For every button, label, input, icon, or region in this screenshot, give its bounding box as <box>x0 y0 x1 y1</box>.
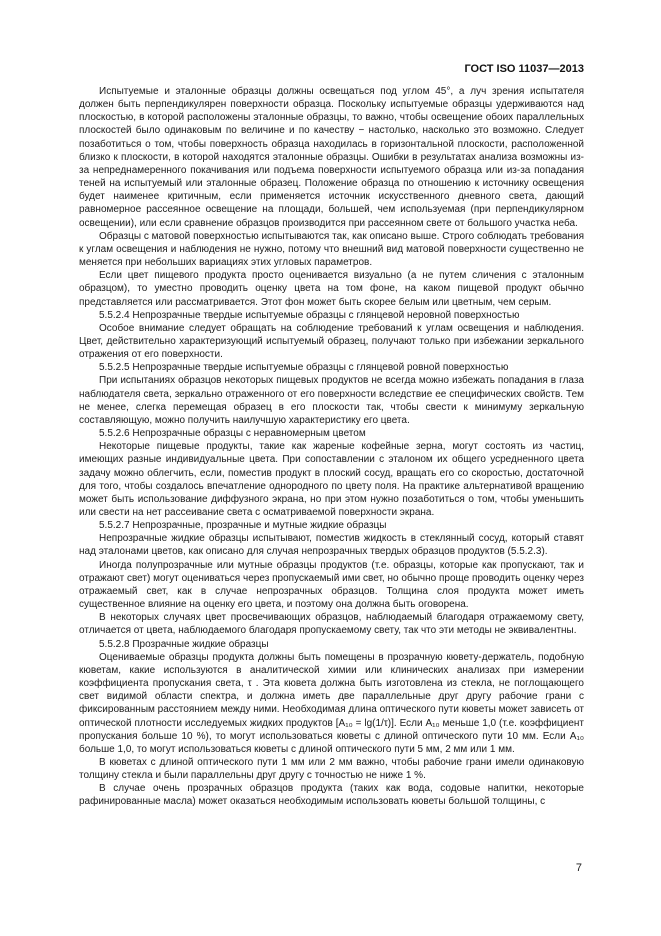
paragraph: В кюветах с длиной оптического пути 1 мм или 2 мм важно, чтобы рабочие грани имели одинаковую толщину стекла и были параллельны друг другу с точностью не ниже 1 %. <box>79 756 584 782</box>
paragraph: В некоторых случаях цвет просвечивающих образцов, наблюдаемый благодаря отражаемому свету, отличается от цвета, наблюдаемого благодаря пропускаемому свету, так что эти методы не эквивалентны. <box>79 612 584 637</box>
paragraph: Непрозрачные жидкие образцы испытывают, поместив жидкость в стеклянный сосуд, который ставят над эталонами цветов, как описано для случая непрозрачных твердых образцов продуктов (5.5.2.3). <box>79 533 584 558</box>
paragraph: В случае очень прозрачных образцов продукта (таких как вода, содовые напитки, некоторые рафинированные масла) может оказаться необходимым использовать кюветы большой толщины, с <box>79 783 584 808</box>
document-header: ГОСТ ISO 11037—2013 <box>464 63 584 75</box>
section-heading: 5.5.2.4 Непрозрачные твердые испытуемые образцы с глянцевой неровной поверхностью <box>99 309 520 321</box>
section-heading: 5.5.2.6 Непрозрачные образцы с неравномерным цветом <box>99 428 366 440</box>
paragraph: Если цвет пищевого продукта просто оценивается визуально (а не путем сличения с эталонным образцом), то уместно проводить оценку цвета на том фоне, на каком пищевой продукт обычно представляется или рассматривается. Этот фон может быть скорее белым или цветным, чем серым. <box>79 270 584 308</box>
paragraph: Оцениваемые образцы продукта должны быть помещены в прозрачную кювету-держатель, подобную кюветам, какие используются в аналитической химии или клинических анализах при измерении коэффициента пропускания света, τ . Эта кювета должна быть изготовлена из стекла, не поглощающего свет видимой области спектра, и должна иметь две параллельные друг другу рабочие грани с фиксированным расстоянием между ними. Необходимая длина оптического пути кюветы может зависеть от оптической плотности исследуемых жидких продуктов [A₁₀ = lg(1/τ)]. Если A₁₀ меньше 1,0 (т.е. коэффициент пропускания больше 10 %), то могут использоваться кюветы с длиной оптического пути 10 мм. Если A₁₀ больше 1,0, то могут использоваться кюветы с длиной оптического пути 5 мм, 2 мм или 1 мм. <box>79 651 584 755</box>
page-number: 7 <box>575 862 582 874</box>
paragraph: Особое внимание следует обращать на соблюдение требований к углам освещения и наблюдения. Цвет, действительно характеризующий испытуемый образец, получают только при избежании зеркального отражения от его поверхности. <box>79 322 584 361</box>
paragraph: Некоторые пищевые продукты, такие как жареные кофейные зерна, могут состоять из частиц, имеющих разные индивидуальные цвета. При сопоставлении с эталоном их общего усредненного цвета задачу можно облегчить, если, поместив продукт в плоский сосуд, вращать его со скоростью, достаточной для того, чтобы создалось впечатление однородного по цвету поля. На практике альтернативой вращению может быть использование диффузного экрана, но при этом нужно позаботиться о том, чтобы уменьшить или свести на нет рассеивание света с осматриваемой поверхности экрана. <box>79 441 584 518</box>
section-heading: 5.5.2.5 Непрозрачные твердые испытуемые образцы с глянцевой ровной поверхностью <box>99 362 509 374</box>
paragraph: Образцы с матовой поверхностью испытываются так, как описано выше. Строго соблюдать требования к углам освещения и наблюдения не нужно, потому что внешний вид матовой поверхности существенно не меняется при небольших вариациях этих угловых параметров. <box>79 230 584 269</box>
section-heading: 5.5.2.7 Непрозрачные, прозрачные и мутные жидкие образцы <box>99 520 387 532</box>
paragraph: При испытаниях образцов некоторых пищевых продуктов не всегда можно избежать попадания в глаза наблюдателя света, зеркально отраженного от его поверхности вследствие ее специфических свойств. Тем не менее, слегка перемещая образец в его плоскости так, чтобы свести к минимуму зеркальную составляющую, можно получить наилучшую характеристику его цвета. <box>79 375 584 426</box>
paragraph: Иногда полупрозрачные или мутные образцы продуктов (т.е. образцы, которые как пропускают, так и отражают свет) могут оцениваться через пропускаемый ими свет, но обычно проще проводить оценку через отражаемый свет, как в случае непрозрачных образцов. Толщина слоя продукта может иметь существенное влияние на оценку его цвета, и поэтому она должна быть оговорена. <box>79 559 584 611</box>
section-heading: 5.5.2.8 Прозрачные жидкие образцы <box>99 638 269 650</box>
document-body <box>79 85 584 809</box>
paragraph: Испытуемые и эталонные образцы должны освещаться под углом 45°, а луч зрения испытателя должен быть перпендикулярен поверхности образца. Поскольку испытуемые образцы удерживаются над плоскостью, в которой расположены эталонные образцы, то важно, чтобы освещение обоих параллельных плоскостей было одинаковым по величине и по качеству − настолько, насколько это возможно. Следует позаботиться о том, чтобы поверхность образца находилась в горизонтальной плоскости, расположенной близко к плоскости, в которой находятся эталонные образцы. Ошибки в результатах анализа возможны из-за непреднамеренного покачивания или подъема поверхности испытуемого образца или из-за попадания теней на испытуемый или эталонные образец. Положение образца по отношению к источнику освещения будет наименее критичным, если применяется источник искусственного дневного света, дающий равномерное рассеянное освещение на площади, большей, чем используемая (при перпендикулярном освещении), или если сравнение образцов производится при рассеянном свете от большого участка неба. <box>79 86 584 229</box>
